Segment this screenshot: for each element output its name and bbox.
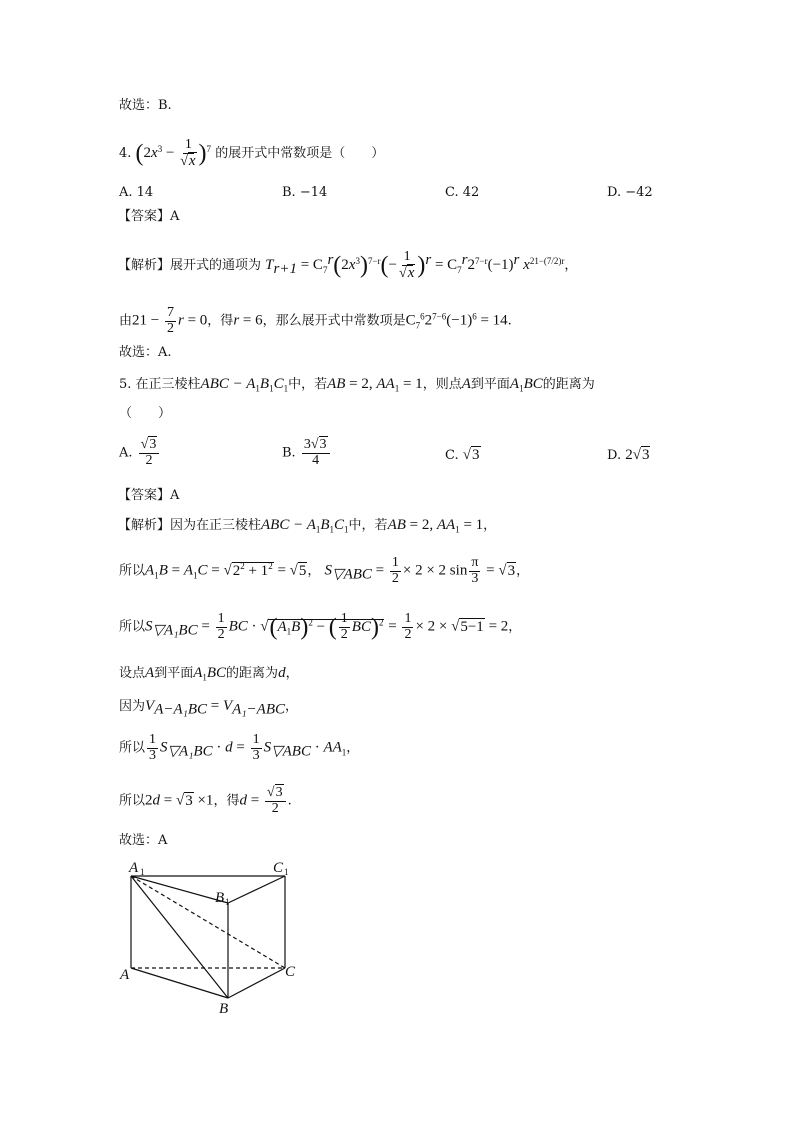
option-a: A. 14 (119, 185, 154, 200)
option-b: B. $\frac{3√3}{4}$ (282, 438, 332, 468)
edge-a-b (131, 968, 228, 998)
edge-b-c (228, 968, 285, 998)
analysis-5-line6: 所以 $\frac{1}{3}$ $S_{▽A_1BC} \cdot d$ = $\frac{1}{3}$ $S_{▽ABC} \cdot AA_1$， (119, 732, 360, 763)
option-b: B. −14 (282, 185, 328, 200)
label-b: B (219, 1001, 229, 1015)
analysis-5-line7: 所以2d = √3 ×1，得d = $\frac{√3}{2}$ . (119, 785, 292, 816)
option-d: D. −42 (607, 185, 653, 200)
question-4: 4. ($2x^3$ − $\frac{1}{√x}$ )$^7$ 的展开式中常数项是（ ） (119, 137, 385, 169)
question-number: 4. (119, 146, 132, 162)
label-a: A (120, 967, 130, 983)
edge-a1-b1 (131, 876, 228, 903)
analysis-4-line2: 由21 − $\frac{7}{2}$ r = 0，得r = 6，那么展开式中常数项是$C_7^62^{7-6}(-1)^6 = 14$. (119, 305, 512, 336)
label-c: C (285, 964, 296, 980)
analysis-5-line3: 所以$S_{▽A_1BC}$ = $\frac{1}{2}$ BC · $√(A_1B)^2$ − ( $\frac{1}{2}$ BC)$^2$ = $\frac{1}{2}$ × 2 × √5−1 = 2， (119, 611, 522, 642)
analysis-5-line5: 因为$V_{A-A_1BC} = V_{A_1-ABC}$， (119, 698, 299, 718)
analysis-4-line1: 【解析】展开式的通项为 $T_{r+1} = C_7^r(2x^3)^{7-r}(-$ $\frac{1}{√x}$ )$^r = C_7^r2^{7-r}(-1)^r$ $x^{21-(7/2)r}$， (118, 249, 578, 281)
label-c1-sub: 1 (284, 867, 289, 877)
label-b1: B (215, 890, 225, 906)
label-a1: A (129, 860, 139, 876)
edge-a1-c-hidden (131, 876, 285, 968)
edge-b1-c1 (228, 876, 285, 903)
question-5: 5. 在正三棱柱ABC − $A_1B_1C_1$中，若AB = 2, $AA_1 = 1$，则点A到平面$A_1BC$的距离为 (119, 376, 595, 394)
answer-choice-line: 故选：B. (119, 98, 172, 113)
analysis-5-line1: 【解析】因为在正三棱柱ABC − $A_1B_1C_1$中，若AB = 2, $AA_1 = 1$， (118, 517, 497, 535)
prism-figure (115, 855, 315, 1015)
option-a: A. $\frac{√3}{2}$ (119, 438, 161, 468)
answer-label: 【答案】A (118, 209, 180, 224)
analysis-5-line2: 所以$A_1B = A_1C = √2^2 + 1^2 = √5$， $S_{▽ABC}$ = $\frac{1}{2}$ × 2 × 2 sin $\frac{\pi}{3}$ = √3， (119, 555, 530, 586)
label-b1-sub: 1 (225, 897, 230, 907)
question-text: 的展开式中常数项是（ ） (215, 146, 385, 162)
option-c: C. 42 (445, 185, 480, 200)
answer-choice-line: 故选：A. (119, 345, 172, 360)
option-c: C. √3 (445, 447, 480, 463)
edge-a1-b (131, 876, 228, 998)
label-a1-sub: 1 (140, 867, 145, 877)
option-d: D. 2√3 (607, 447, 650, 463)
answer-label: 【答案】A (118, 488, 180, 503)
answer-choice-line: 故选：A (119, 833, 168, 848)
question-5-paren: （ ） (119, 406, 172, 421)
analysis-5-line4: 设点A到平面$A_1BC$的距离为d， (119, 665, 299, 683)
label-c1: C (273, 860, 284, 876)
